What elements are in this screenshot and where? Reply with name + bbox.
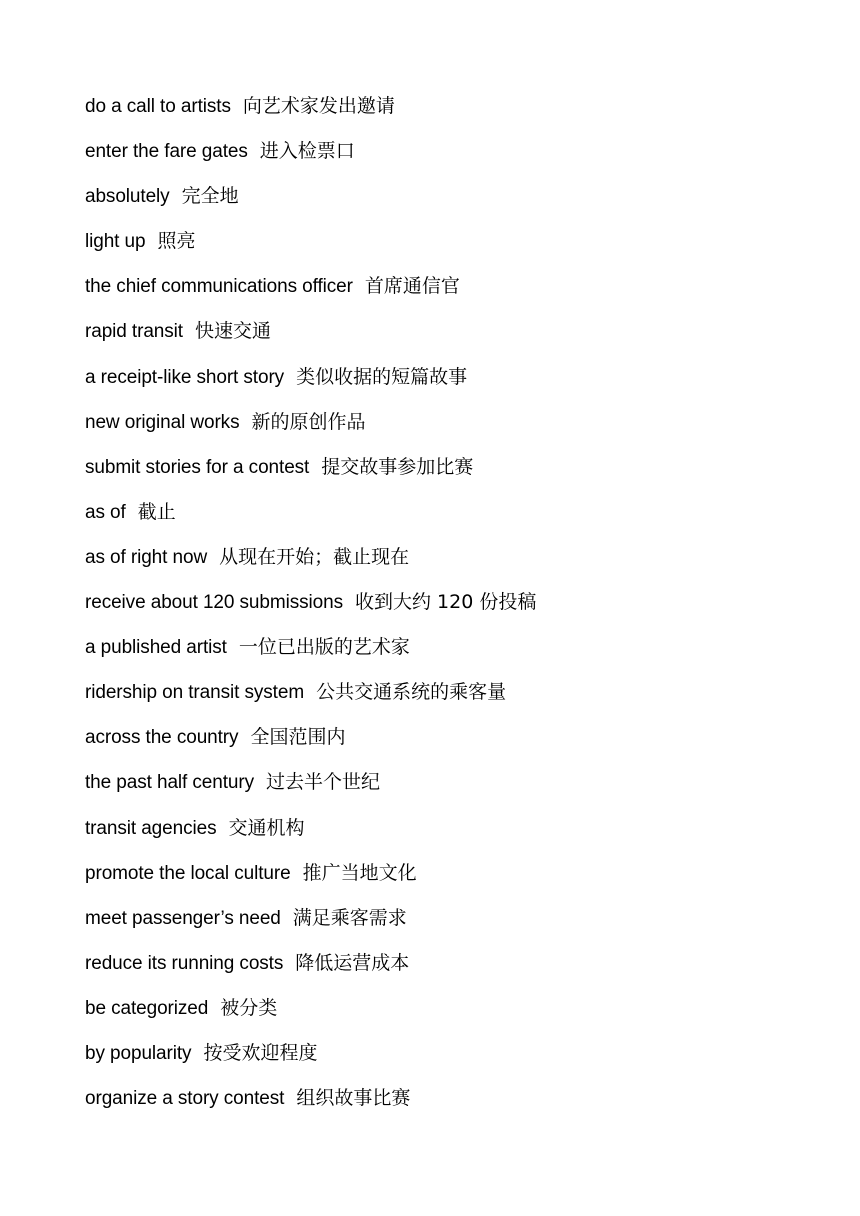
vocab-entry [85,633,536,678]
vocab-entry [85,723,536,768]
english-phrase: rapid transit [85,321,183,343]
vocab-entry [85,588,536,633]
chinese-translation: 满足乘客需求 [292,906,407,929]
english-phrase: the chief communications officer [85,276,353,298]
chinese-translation: 一位已出版的艺术家 [238,636,410,659]
chinese-translation: 被分类 [220,996,278,1019]
vocab-entry [85,137,536,182]
english-phrase: as of [85,501,126,523]
vocab-entry [85,317,536,362]
chinese-translation: 首席通信官 [364,275,460,298]
english-phrase: the past half century [85,772,255,794]
chinese-translation: 提交故事参加比赛 [321,455,474,478]
chinese-translation: 推广当地文化 [302,861,417,884]
english-phrase: across the country [85,727,239,749]
english-phrase: promote the local culture [85,862,291,884]
chinese-translation: 截止 [137,500,176,523]
chinese-translation: 过去半个世纪 [266,771,381,794]
vocab-entry [85,768,536,813]
vocab-entry [85,949,536,994]
english-phrase: organize a story contest [85,1088,285,1110]
english-phrase: be categorized [85,997,209,1019]
vocab-entry [85,182,536,227]
english-phrase: light up [85,231,146,253]
vocab-entry [85,227,536,272]
english-phrase: meet passenger’s need [85,907,281,929]
chinese-translation: 按受欢迎程度 [203,1041,318,1064]
chinese-translation: 从现在开始；截止现在 [219,545,410,568]
chinese-translation: 类似收据的短篇故事 [296,365,468,388]
english-phrase: transit agencies [85,817,217,839]
chinese-translation: 组织故事比赛 [296,1087,411,1110]
english-phrase: ridership on transit system [85,682,305,704]
english-phrase: submit stories for a contest [85,456,310,478]
english-phrase: a published artist [85,637,227,659]
chinese-translation: 向艺术家发出邀请 [242,95,395,117]
chinese-translation: 公共交通系统的乘客量 [316,681,507,704]
chinese-translation: 交通机构 [228,816,305,839]
chinese-translation: 照亮 [157,230,196,253]
chinese-translation: 新的原创作品 [251,410,366,433]
vocab-entry [85,1084,536,1129]
vocab-entry [85,678,536,723]
vocab-entry [85,92,536,137]
vocab-entry [85,904,536,949]
vocab-entry [85,453,536,498]
vocab-entry [85,272,536,317]
english-phrase: absolutely [85,186,170,208]
vocab-entry [85,543,536,588]
english-phrase: receive about 120 submissions [85,592,343,614]
english-phrase: as of right now [85,546,208,568]
vocab-entry [85,859,536,904]
vocab-entry [85,814,536,859]
chinese-translation: 快速交通 [194,320,271,343]
chinese-translation: 完全地 [181,185,239,208]
english-phrase: by popularity [85,1042,192,1064]
english-phrase: new original works [85,411,240,433]
vocabulary-list [85,92,536,1129]
chinese-translation: 降低运营成本 [295,951,410,974]
english-phrase: do a call to artists [85,96,231,117]
chinese-translation: 全国范围内 [250,726,346,749]
english-phrase: reduce its running costs [85,952,284,974]
vocab-entry [85,1039,536,1084]
vocab-entry [85,363,536,408]
english-phrase: a receipt-like short story [85,366,285,388]
vocab-entry [85,498,536,543]
chinese-translation: 进入检票口 [259,140,355,163]
vocab-entry [85,994,536,1039]
english-phrase: enter the fare gates [85,141,248,163]
vocab-entry [85,408,536,453]
chinese-translation: 收到大约 120 份投稿 [354,591,537,614]
